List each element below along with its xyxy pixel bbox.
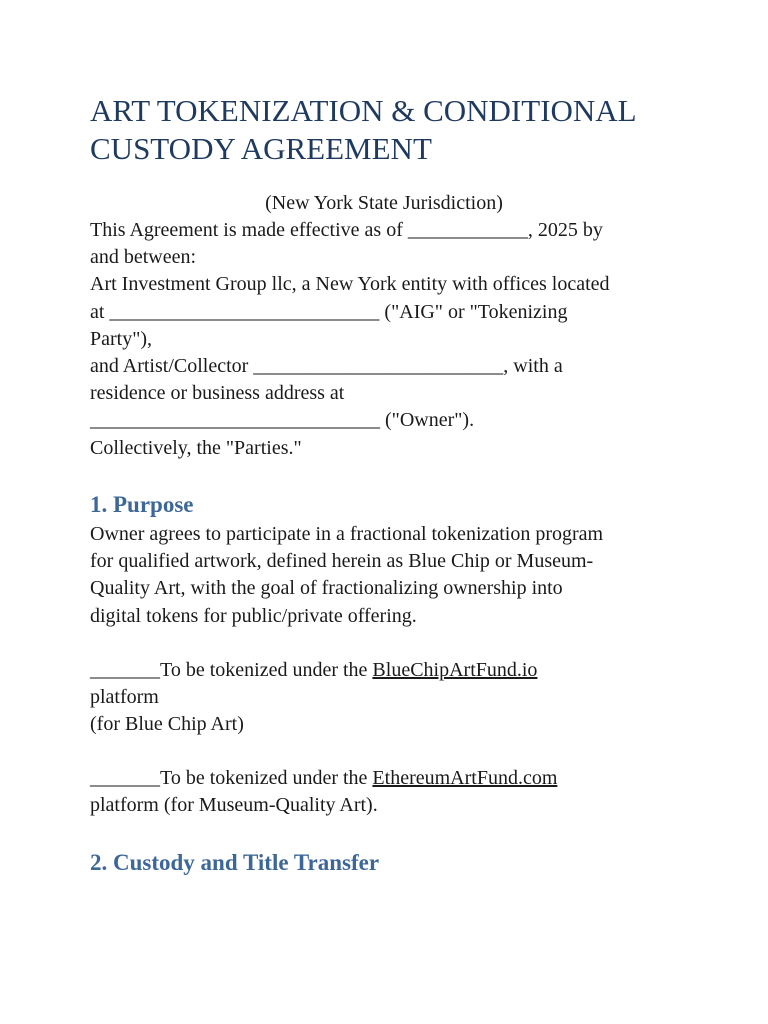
section-1-paragraph [90,521,690,630]
purpose-line: Quality Art, with the goal of fractionalizing ownership into [90,577,563,600]
title-line-1: ART TOKENIZATION & CONDITIONAL [90,93,637,128]
purpose-line: for qualified artwork, defined herein as Blue Chip or Museum- [90,550,594,573]
option-bluechip-line-2: platform [90,686,159,709]
intro-paragraph [90,217,690,462]
purpose-line: digital tokens for public/private offering. [90,604,417,627]
option-bluechip [90,657,690,739]
title-line-2: CUSTODY AGREEMENT [90,131,432,166]
section-2-heading: 2. Custody and Title Transfer [90,850,380,875]
option-prefix: _______To be tokenized under the [90,659,373,681]
option-ethereum-line-1 [90,765,690,792]
intro-line: This Agreement is made effective as of ____________, 2025 by [90,219,603,241]
intro-line: and between: [90,246,197,269]
jurisdiction-subtitle: (New York State Jurisdiction) [265,192,503,214]
intro-line: Art Investment Group llc, a New York entity with offices located [90,273,610,296]
intro-line: and Artist/Collector _________________________, with a [90,355,563,378]
ethereumartfund-link[interactable]: EthereumArtFund.com [372,767,558,789]
option-ethereum-line-2: platform (for Museum-Quality Art). [90,794,378,817]
option-prefix: _______To be tokenized under the [90,767,373,789]
intro-line: Party"), [90,327,153,350]
option-ethereum [90,765,690,819]
purpose-line: Owner agrees to participate in a fractional tokenization program [90,523,604,545]
intro-line: residence or business address at [90,382,345,405]
bluechipartfund-link[interactable]: BlueChipArtFund.io [372,659,538,681]
intro-line: at ___________________________ ("AIG" or "Tokenizing [90,300,568,323]
option-bluechip-line-1 [90,657,690,684]
option-bluechip-line-3: (for Blue Chip Art) [90,713,244,736]
section-1-heading: 1. Purpose [90,492,194,517]
intro-line: Collectively, the "Parties." [90,436,302,459]
document-title [90,92,730,168]
intro-line: _____________________________ ("Owner"). [90,409,475,432]
